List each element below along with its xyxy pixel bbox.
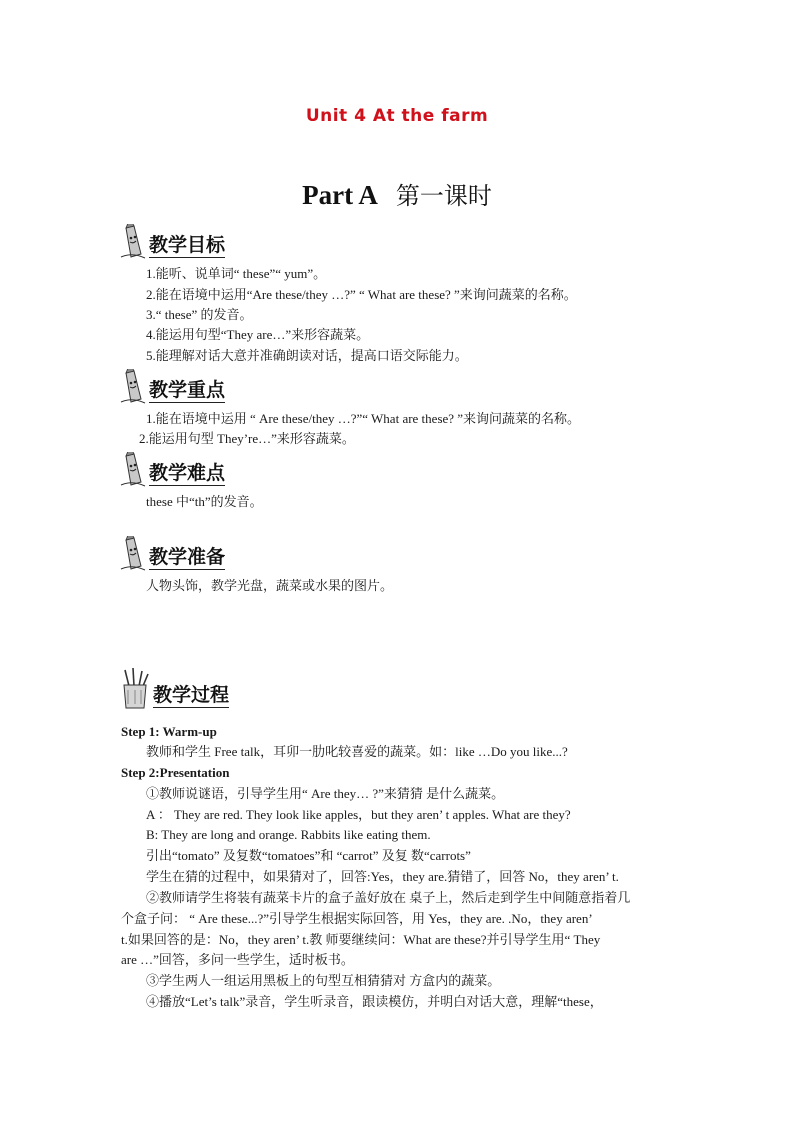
objective-item: 1.能听、说单词“ these”“ yum”。 <box>146 266 327 281</box>
step2-line: 个盒子问： “ Are these...?”引导学生根据实际回答，用 Yes，they are. .No，they aren’ <box>121 911 593 926</box>
part-title-cn: 第一课时 <box>395 182 492 210</box>
objectives-heading: 教学目标 <box>149 234 226 256</box>
step2-line: are …”回答，多问一些学生，适时板书。 <box>121 952 354 967</box>
step2-line: 引出“tomato” 及复数“tomatoes”和 “carrot” 及复 数“carrots” <box>146 848 471 863</box>
step2-line: ③学生两人一组运用黑板上的句型互相猜猜对 方盒内的蔬菜。 <box>146 973 501 988</box>
difficulty-item: these 中“th”的发音。 <box>146 494 263 509</box>
step1-line: 教师和学生 Free talk，耳卯一肋叱较喜爱的蔬菜。如：like …Do you like...? <box>146 744 568 759</box>
step2-title: Step 2:Presentation <box>121 765 230 780</box>
part-title-en: Part A <box>302 180 378 210</box>
pencil-icon <box>117 452 147 488</box>
pencil-icon <box>117 536 147 572</box>
unit-title: Unit 4 At the farm <box>305 106 489 126</box>
step2-line: 学生在猜的过程中，如果猜对了，回答:Yes，they are.猜错了，回答 No，they aren’ t. <box>146 869 619 884</box>
preparation-heading: 教学准备 <box>149 546 226 568</box>
preparation-item: 人物头饰，教学光盘，蔬菜或水果的图片。 <box>146 578 394 593</box>
key-point-item: 1.能在语境中运用 “ Are these/they …?”“ What are these? ”来询问蔬菜的名称。 <box>146 411 581 426</box>
objective-item: 5.能理解对话大意并准确朗读对话，提高口语交际能力。 <box>146 348 468 363</box>
step2-line: ②教师请学生将装有蔬菜卡片的盒子盖好放在 桌子上，然后走到学生中间随意指着几 <box>146 890 631 905</box>
step2-line: B: They are long and orange. Rabbits like eating them. <box>146 827 431 842</box>
key-points-heading: 教学重点 <box>149 379 226 401</box>
part-title <box>0 176 794 211</box>
step2-line: ①教师说谜语，引导学生用“ Are they… ?”来猜猜 是什么蔬菜。 <box>146 786 505 801</box>
key-point-item: 2.能运用句型 They’re…”来形容蔬菜。 <box>139 431 355 446</box>
pencil-icon <box>117 224 147 260</box>
objective-item: 3.“ these” 的发音。 <box>146 307 253 322</box>
step2-line: ④播放“Let’s talk”录音，学生听录音，跟读模仿，并明白对话大意，理解“these， <box>146 994 603 1009</box>
objective-item: 4.能运用句型“They are…”来形容蔬菜。 <box>146 327 370 342</box>
step2-line: A ： They are red. They look like apples，but they aren’ t apples. What are they? <box>146 807 571 822</box>
objective-item: 2.能在语境中运用“Are these/they …?” “ What are these? ”来询问蔬菜的名称。 <box>146 287 577 302</box>
pen-cup-icon <box>119 668 151 710</box>
step2-line: t.如果回答的是：No，they aren’ t.教 师要继续问：What are these?并引导学生用“ They <box>121 932 601 947</box>
process-heading: 教学过程 <box>153 684 230 706</box>
pencil-icon <box>117 369 147 405</box>
difficulties-heading: 教学难点 <box>149 462 226 484</box>
step1-title: Step 1: Warm-up <box>121 724 217 739</box>
